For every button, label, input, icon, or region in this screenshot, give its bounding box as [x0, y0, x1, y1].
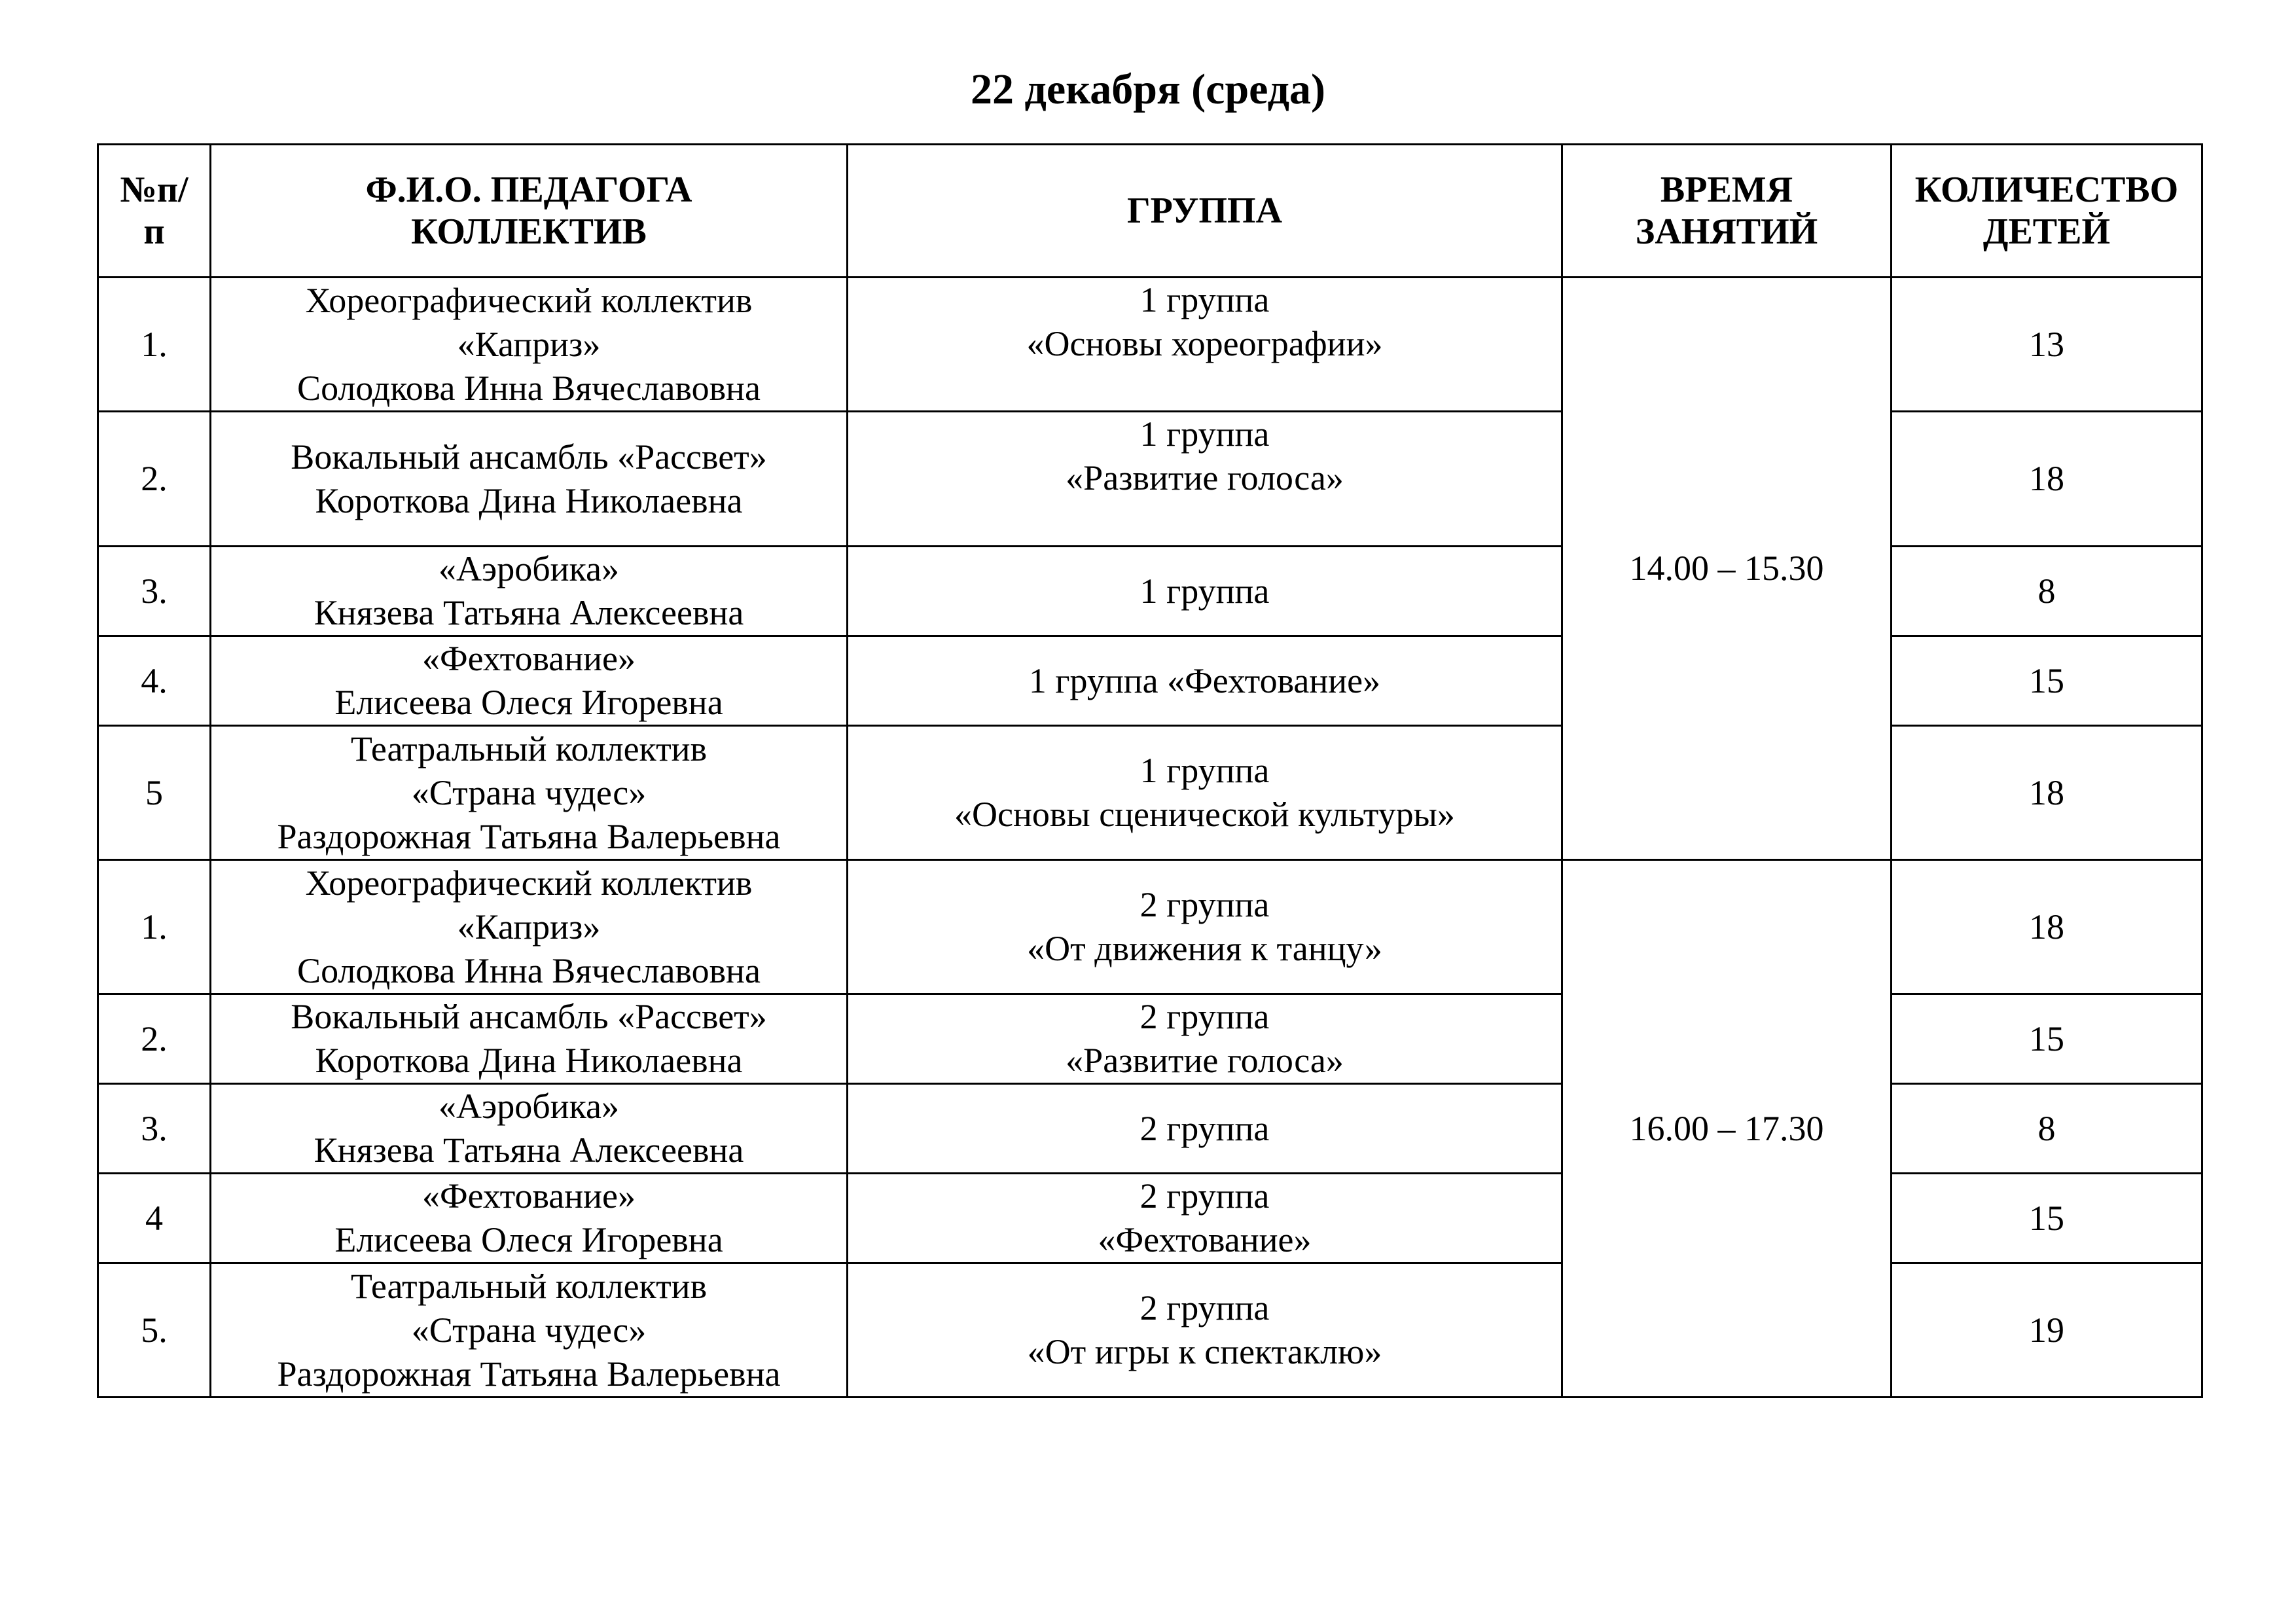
row-group	[848, 1263, 1562, 1398]
row-teacher	[211, 1174, 848, 1263]
row-count: 15	[1892, 994, 2202, 1084]
header-group-line: ГРУППА	[1126, 190, 1283, 231]
header-group	[848, 145, 1562, 278]
group-line: «Развитие голоса»	[1066, 458, 1344, 497]
header-teacher	[211, 145, 848, 278]
row-num: 4.	[98, 636, 211, 726]
teacher-line: Хореографический коллектив	[305, 280, 753, 320]
table-row	[98, 860, 2202, 994]
row-num: 2.	[98, 412, 211, 547]
teacher-line: «Страна чудес»	[411, 1310, 647, 1350]
group-line: «От игры к спектаклю»	[1027, 1332, 1382, 1371]
row-count: 18	[1892, 726, 2202, 860]
row-group	[848, 860, 1562, 994]
row-group	[848, 1174, 1562, 1263]
teacher-line: Князева Татьяна Алексеевна	[314, 1130, 744, 1170]
row-num: 1.	[98, 860, 211, 994]
table-row	[98, 278, 2202, 412]
header-teacher-line: КОЛЛЕКТИВ	[411, 211, 647, 252]
row-num: 5	[98, 726, 211, 860]
teacher-line: «Страна чудес»	[411, 772, 647, 812]
teacher-line: «Каприз»	[457, 324, 601, 364]
row-group	[848, 278, 1562, 412]
row-count: 18	[1892, 412, 2202, 547]
row-group	[848, 547, 1562, 636]
teacher-line: Короткова Дина Николаевна	[315, 480, 743, 520]
group-line: 1 группа «Фехтование»	[1028, 660, 1381, 700]
group-line: 2 группа	[1139, 885, 1270, 924]
row-count: 19	[1892, 1263, 2202, 1398]
row-group	[848, 1084, 1562, 1174]
group-line: 2 группа	[1139, 1108, 1270, 1148]
teacher-line: Вокальный ансамбль «Рассвет»	[291, 437, 767, 477]
row-group	[848, 412, 1562, 547]
row-teacher	[211, 994, 848, 1084]
row-count: 8	[1892, 547, 2202, 636]
row-num: 4	[98, 1174, 211, 1263]
group-line: 2 группа	[1139, 1176, 1270, 1216]
teacher-line: Раздорожная Татьяна Валерьевна	[277, 816, 781, 856]
row-teacher	[211, 860, 848, 994]
row-num: 3.	[98, 547, 211, 636]
row-group	[848, 994, 1562, 1084]
teacher-line: Театральный коллектив	[350, 1266, 708, 1306]
row-teacher	[211, 1084, 848, 1174]
group-line: 1 группа	[1139, 280, 1270, 319]
teacher-line: Князева Татьяна Алексеевна	[314, 593, 744, 632]
teacher-line: Елисеева Олеся Игоревна	[334, 1220, 723, 1259]
group-line: «Основы сценической культуры»	[954, 795, 1455, 834]
row-num: 1.	[98, 278, 211, 412]
group-line: «Развитие голоса»	[1066, 1041, 1344, 1080]
row-group	[848, 726, 1562, 860]
row-teacher	[211, 636, 848, 726]
row-group	[848, 636, 1562, 726]
teacher-line: «Аэробика»	[439, 1087, 619, 1126]
group-line: 1 группа	[1139, 571, 1270, 611]
header-count-line: ДЕТЕЙ	[1982, 211, 2111, 252]
row-count: 18	[1892, 860, 2202, 994]
row-count: 15	[1892, 1174, 2202, 1263]
time-slot-cell: 14.00 – 15.30	[1562, 278, 1892, 860]
row-num: 2.	[98, 994, 211, 1084]
header-row	[98, 145, 2202, 278]
header-num	[98, 145, 211, 278]
schedule-table	[97, 143, 2203, 1398]
row-teacher	[211, 547, 848, 636]
teacher-line: «Каприз»	[457, 907, 601, 947]
page-title: 22 декабря (среда)	[971, 65, 1325, 113]
teacher-line: «Аэробика»	[439, 549, 619, 588]
teacher-line: Вокальный ансамбль «Рассвет»	[291, 997, 767, 1036]
row-count: 13	[1892, 278, 2202, 412]
group-line: «Фехтование»	[1098, 1220, 1312, 1259]
teacher-line: Театральный коллектив	[350, 729, 708, 768]
teacher-line: «Фехтование»	[422, 1176, 636, 1216]
teacher-line: Хореографический коллектив	[305, 863, 753, 903]
group-line: 2 группа	[1139, 1288, 1270, 1327]
row-teacher	[211, 726, 848, 860]
teacher-line: Короткова Дина Николаевна	[315, 1041, 743, 1080]
teacher-line: Солодкова Инна Вячеславовна	[297, 950, 761, 990]
row-count: 8	[1892, 1084, 2202, 1174]
teacher-line: Солодкова Инна Вячеславовна	[297, 368, 761, 408]
row-teacher	[211, 412, 848, 547]
group-line: 2 группа	[1139, 997, 1270, 1036]
row-teacher	[211, 1263, 848, 1398]
header-num-line: п	[143, 211, 165, 252]
header-time	[1562, 145, 1892, 278]
time-slot-cell: 16.00 – 17.30	[1562, 860, 1892, 1398]
header-num-line: №п/	[120, 170, 188, 210]
teacher-line: «Фехтование»	[422, 639, 636, 678]
group-line: «Основы хореографии»	[1026, 324, 1383, 363]
row-teacher	[211, 278, 848, 412]
header-count	[1892, 145, 2202, 278]
teacher-line: Раздорожная Татьяна Валерьевна	[277, 1354, 781, 1394]
header-teacher-line: Ф.И.О. ПЕДАГОГА	[365, 170, 692, 210]
header-time-line: ЗАНЯТИЙ	[1635, 211, 1818, 252]
group-line: 1 группа	[1139, 414, 1270, 454]
header-count-line: КОЛИЧЕСТВО	[1914, 170, 2179, 210]
row-num: 3.	[98, 1084, 211, 1174]
group-line: 1 группа	[1139, 751, 1270, 790]
teacher-line: Елисеева Олеся Игоревна	[334, 683, 723, 722]
row-count: 15	[1892, 636, 2202, 726]
row-num: 5.	[98, 1263, 211, 1398]
header-time-line: ВРЕМЯ	[1660, 170, 1793, 210]
group-line: «От движения к танцу»	[1027, 929, 1382, 968]
